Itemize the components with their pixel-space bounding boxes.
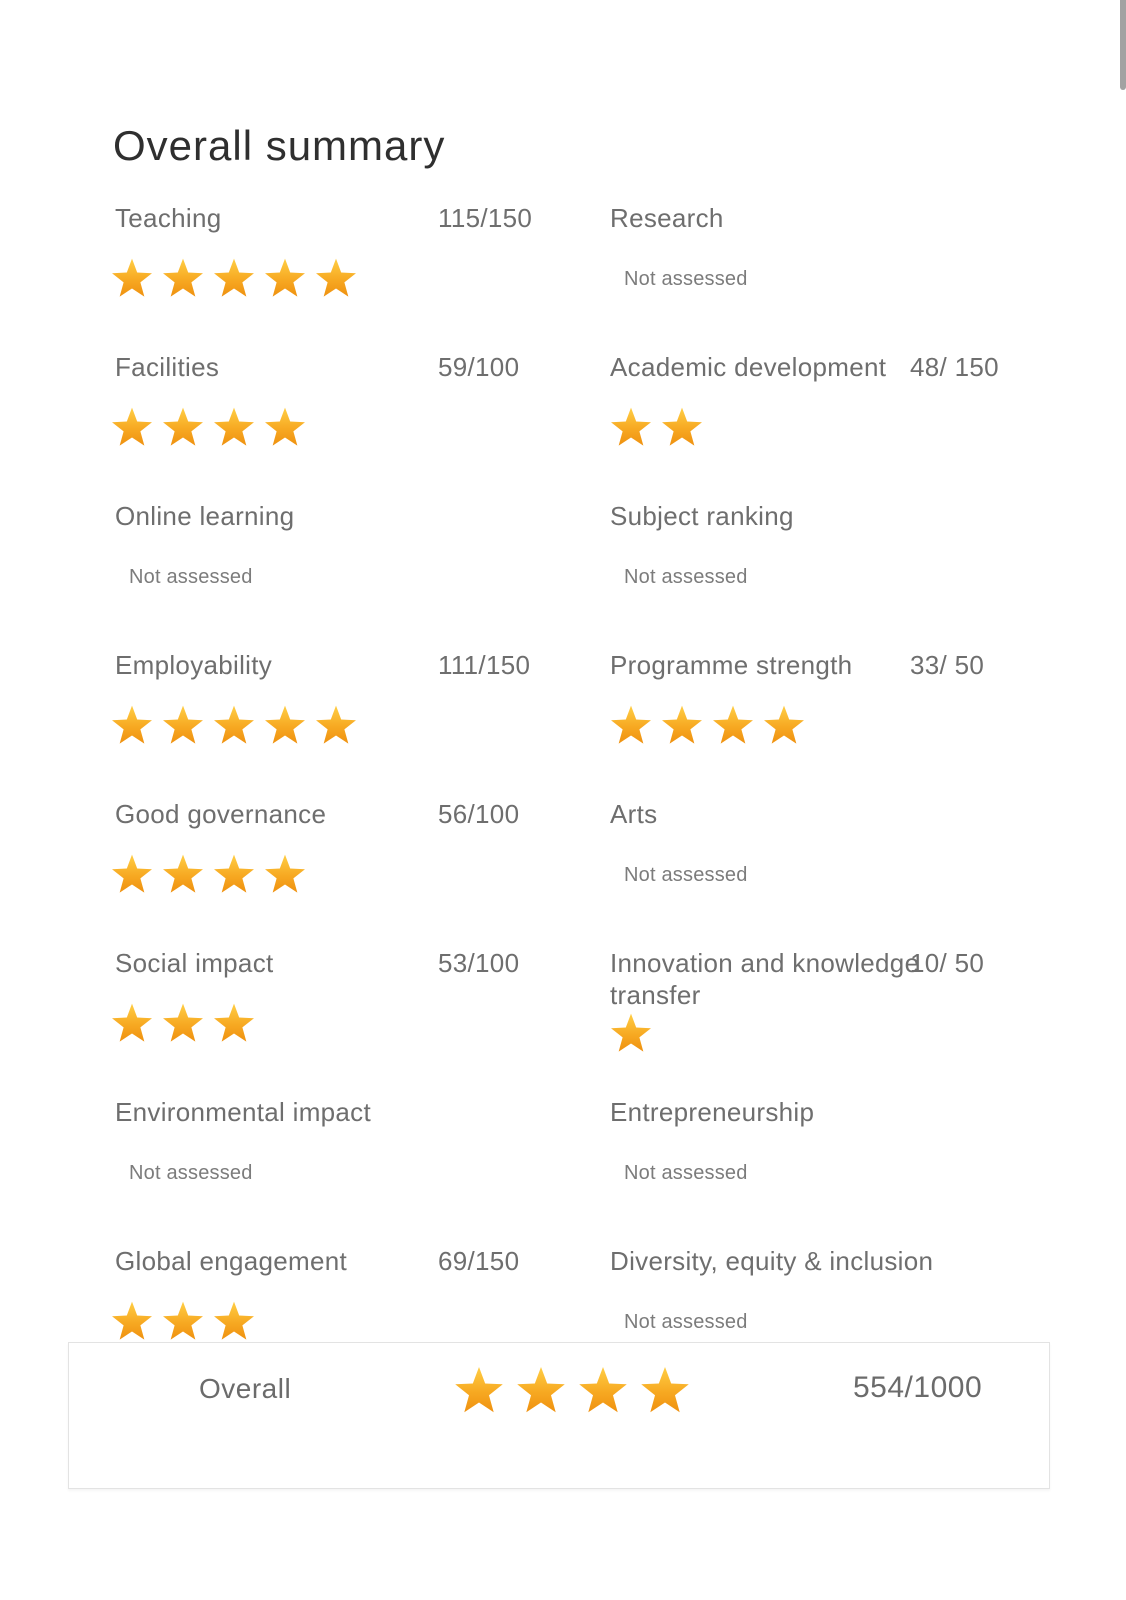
category-score: 69/150 [438,1246,520,1276]
star-icon [610,406,652,448]
category-label: Diversity, equity & inclusion [610,1246,934,1276]
star-icon [111,853,153,895]
category-score: 33/ 50 [910,650,985,680]
category-label: Good governance [115,799,327,829]
category-star-rating [610,704,1030,746]
category-score: 10/ 50 [910,948,985,978]
star-icon [213,406,255,448]
not-assessed-label: Not assessed [624,864,748,886]
star-icon [315,704,357,746]
category-row [115,500,535,649]
overall-star-rating [454,1365,690,1415]
star-icon [213,704,255,746]
category-row [610,649,1030,798]
category-label: Global engagement [115,1246,348,1276]
star-icon [264,257,306,299]
category-star-rating [111,1300,535,1342]
category-label: Innovation and knowledge transfer [610,948,920,1010]
category-score: 111/150 [438,650,531,680]
star-icon [516,1365,566,1415]
category-star-rating [111,1002,535,1044]
star-icon [213,1300,255,1342]
category-row [115,1096,535,1245]
star-icon [264,704,306,746]
summary-column-left [115,202,535,1394]
not-assessed-label: Not assessed [624,268,748,290]
star-icon [162,853,204,895]
category-row [610,351,1030,500]
category-star-rating [111,704,535,746]
category-row [610,947,1030,1096]
star-icon [578,1365,628,1415]
star-icon [111,257,153,299]
overall-score: 554/1000 [853,1371,983,1404]
category-row [115,649,535,798]
star-icon [162,257,204,299]
star-icon [661,704,703,746]
category-score: 53/100 [438,948,520,978]
category-label: Employability [115,650,273,680]
summary-column-right [610,202,1030,1394]
star-icon [213,257,255,299]
category-label: Online learning [115,501,295,531]
star-icon [111,704,153,746]
star-icon [610,704,652,746]
overall-label: Overall [199,1373,292,1404]
category-label: Arts [610,799,658,829]
not-assessed-label: Not assessed [129,1162,253,1184]
scrollbar-thumb[interactable] [1120,0,1126,90]
overall-box [68,1342,1050,1489]
category-row [115,798,535,947]
category-row [610,1096,1030,1245]
category-star-rating [610,406,1030,448]
star-icon [162,406,204,448]
star-icon [264,853,306,895]
not-assessed-label: Not assessed [624,566,748,588]
star-icon [640,1365,690,1415]
not-assessed-label: Not assessed [624,1311,748,1333]
category-label: Academic development [610,352,887,382]
category-label: Subject ranking [610,501,794,531]
category-row [610,798,1030,947]
star-icon [661,406,703,448]
category-star-rating [610,1012,1030,1054]
category-row [610,202,1030,351]
star-icon [111,1300,153,1342]
star-icon [264,406,306,448]
page-title: Overall summary [113,122,446,169]
star-icon [213,853,255,895]
star-icon [454,1365,504,1415]
star-icon [162,704,204,746]
category-label: Teaching [115,203,222,233]
category-row [115,947,535,1096]
category-row [115,202,535,351]
category-score: 48/ 150 [910,352,999,382]
star-icon [315,257,357,299]
category-label: Environmental impact [115,1097,371,1127]
category-label: Programme strength [610,650,853,680]
category-row [115,351,535,500]
not-assessed-label: Not assessed [129,566,253,588]
star-icon [712,704,754,746]
not-assessed-label: Not assessed [624,1162,748,1184]
star-icon [763,704,805,746]
category-score: 56/100 [438,799,520,829]
star-icon [610,1012,652,1054]
category-score: 59/100 [438,352,520,382]
category-score: 115/150 [438,203,533,233]
category-label: Entrepreneurship [610,1097,815,1127]
category-star-rating [111,406,535,448]
star-icon [111,406,153,448]
star-icon [213,1002,255,1044]
category-star-rating [111,853,535,895]
category-label: Facilities [115,352,220,382]
star-icon [162,1002,204,1044]
star-icon [162,1300,204,1342]
category-row [610,500,1030,649]
star-icon [111,1002,153,1044]
category-label: Social impact [115,948,274,978]
category-label: Research [610,203,724,233]
category-star-rating [111,257,535,299]
